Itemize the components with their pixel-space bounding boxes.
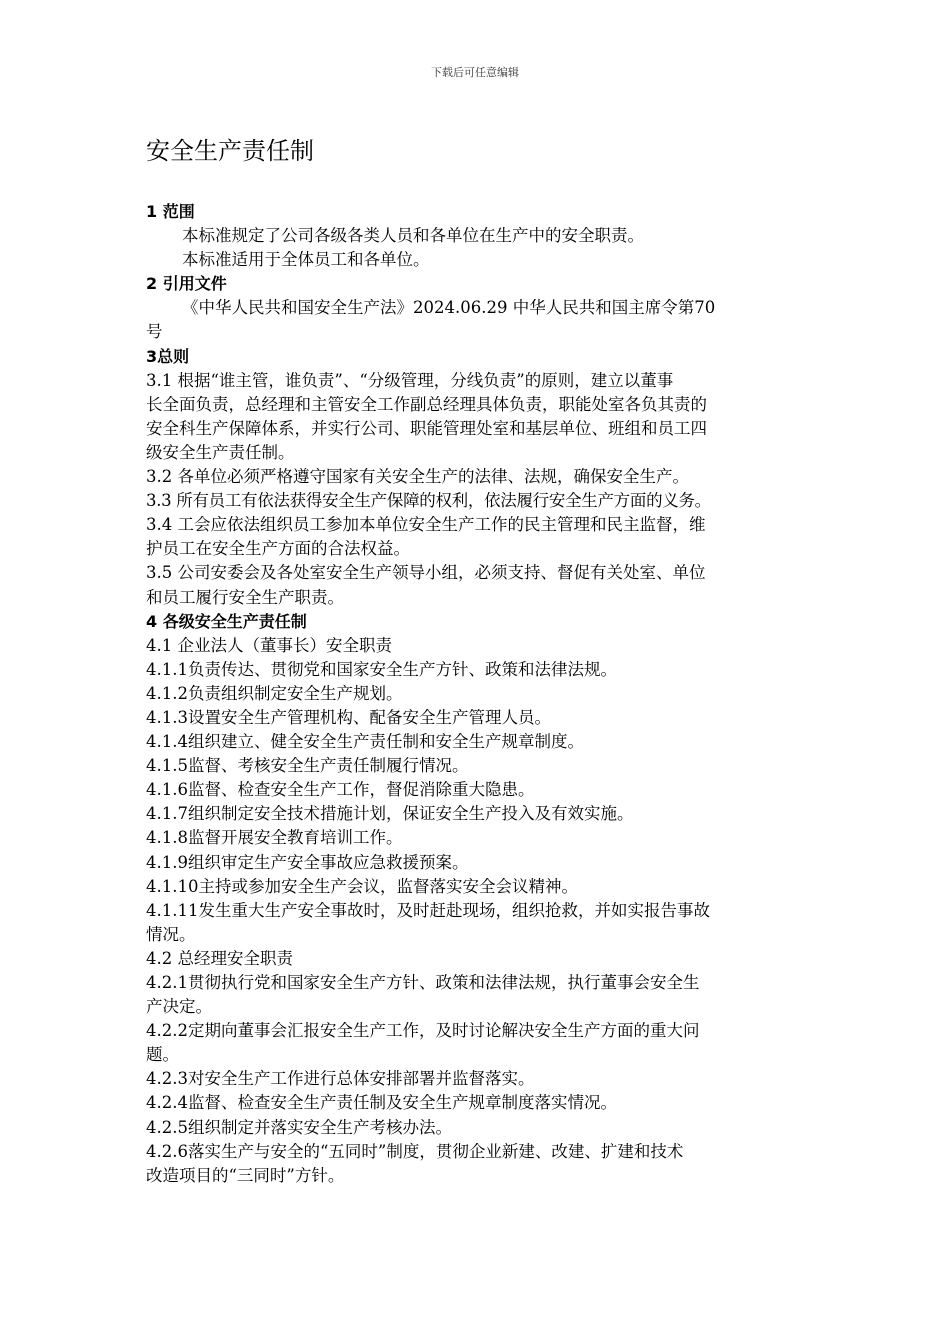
section-heading: 2 引用文件 <box>146 274 227 294</box>
paragraph-line: 4.1.4组织建立、健全安全生产责任制和安全生产规章制度。 <box>146 732 584 752</box>
paragraph-line: 3.1 根据“谁主管，谁负责”、“分级管理，分线负责”的原则，建立以董事 <box>146 370 674 390</box>
paragraph-line: 4.1.10主持或参加安全生产会议，监督落实安全会议精神。 <box>146 876 578 896</box>
paragraph-line: 4.1.9组织审定生产安全事故应急救援预案。 <box>146 852 469 872</box>
paragraph-line: 4.1.1负责传达、贯彻党和国家安全生产方针、政策和法律法规。 <box>146 659 617 679</box>
paragraph-line: 4.1.11发生重大生产安全事故时，及时赶赴现场，组织抢救，并如实报告事故 <box>146 900 710 920</box>
paragraph-line: 安全科生产保障体系，并实行公司、职能管理处室和基层单位、班组和员工四 <box>146 418 707 438</box>
document-body <box>146 200 814 1188</box>
page-header: 下载后可任意编辑 <box>431 66 519 79</box>
paragraph-line: 4.1.7组织制定安全技术措施计划，保证安全生产投入及有效实施。 <box>146 804 634 824</box>
paragraph-line: 本标准规定了公司各级各类人员和各单位在生产中的安全职责。 <box>182 226 644 246</box>
paragraph-line: 4.2.6落实生产与安全的“五同时”制度，贯彻企业新建、改建、扩建和技术 <box>146 1141 684 1161</box>
paragraph-line: 题。 <box>146 1045 179 1065</box>
paragraph-line: 4.2.1贯彻执行党和国家安全生产方针、政策和法律法规，执行董事会安全生 <box>146 973 700 992</box>
paragraph-line: 本标准适用于全体员工和各单位。 <box>182 250 430 270</box>
paragraph-line: 护员工在安全生产方面的合法权益。 <box>146 539 410 559</box>
section-heading: 3总则 <box>146 346 190 366</box>
paragraph-line: 长全面负责，总经理和主管安全工作副总经理具体负责，职能处室各负其责的 <box>146 394 707 414</box>
section-heading: 4 各级安全生产责任制 <box>146 611 307 631</box>
paragraph-line: 4.1.3设置安全生产管理机构、配备安全生产管理人员。 <box>146 707 551 727</box>
paragraph-line: 产决定。 <box>146 997 212 1017</box>
paragraph-line: 4.2.5组织制定并落实安全生产考核办法。 <box>146 1117 452 1137</box>
paragraph-line: 改造项目的“三同时”方针。 <box>146 1165 345 1185</box>
paragraph-line: 情况。 <box>146 924 196 944</box>
paragraph-line: 3.5 公司安委会及各处室安全生产领导小组，必须支持、督促有关处室、单位 <box>146 563 706 583</box>
paragraph-line: 3.4 工会应依法组织员工参加本单位安全生产工作的民主管理和民主监督，维 <box>146 515 706 535</box>
paragraph-line: 《中华人民共和国安全生产法》2024.06.29 中华人民共和国主席令第70 <box>182 298 716 318</box>
paragraph-line: 4.1.5监督、考核安全生产责任制履行情况。 <box>146 756 469 776</box>
paragraph-line: 4.1 企业法人（董事长）安全职责 <box>146 635 392 655</box>
paragraph-line: 4.1.8监督开展安全教育培训工作。 <box>146 828 403 848</box>
paragraph-line: 3.2 各单位必须严格遵守国家有关安全生产的法律、法规，确保安全生产。 <box>146 467 689 487</box>
document-title: 安全生产责任制 <box>146 137 314 165</box>
paragraph-line: 和员工履行安全生产职责。 <box>146 587 344 607</box>
paragraph-line: 4.1.6监督、检查安全生产工作，督促消除重大隐患。 <box>146 780 535 800</box>
paragraph-line: 4.2.3对安全生产工作进行总体安排部署并监督落实。 <box>146 1069 535 1089</box>
paragraph-line: 级安全生产责任制。 <box>146 442 295 462</box>
paragraph-line: 3.3 所有员工有依法获得安全生产保障的权利，依法履行安全生产方面的义务。 <box>146 491 711 511</box>
section-heading: 1 范围 <box>146 202 195 221</box>
paragraph-line: 号 <box>146 322 163 342</box>
paragraph-line: 4.2 总经理安全职责 <box>146 948 293 968</box>
paragraph-line: 4.1.2负责组织制定安全生产规划。 <box>146 683 403 703</box>
paragraph-line: 4.2.2定期向董事会汇报安全生产工作，及时讨论解决安全生产方面的重大问 <box>146 1021 700 1041</box>
paragraph-line: 4.2.4监督、检查安全生产责任制及安全生产规章制度落实情况。 <box>146 1093 617 1113</box>
